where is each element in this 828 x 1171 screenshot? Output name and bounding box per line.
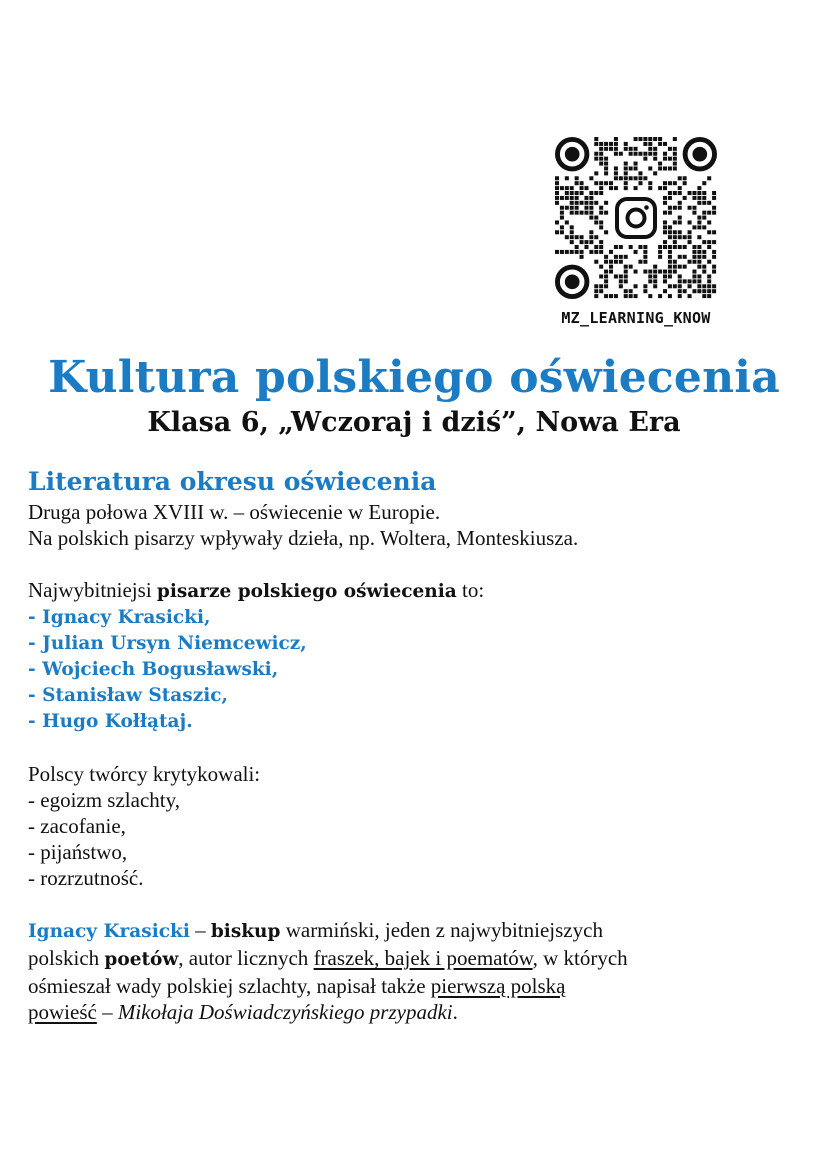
intro-line-2: Na polskich pisarzy wpływały dzieła, np. Woltera, Monteskiusza. [28, 526, 579, 550]
qr-finder-pattern [685, 139, 714, 168]
qr-code[interactable] [555, 137, 717, 299]
works-underlined: fraszek, bajek i poematów [313, 946, 533, 970]
krasicki-paragraph: Ignacy Krasicki – biskup warmiński, jeden z najwybitniejszych polskich poetów, autor licznych fraszek, bajek i poematów, w których ośmieszał wady polskiej szlachty, napisał także pierwszą polską powieść – Mikołaja Doświadczyńskiego przypadki. [28, 918, 628, 1024]
writers-intro: Najwybitniejsi pisarze polskiego oświecenia to: [28, 578, 485, 602]
list-item: - Hugo Kołłątaj. [28, 711, 193, 732]
list-item: - egoizm szlachty, [28, 788, 180, 812]
qr-finder-pattern [557, 139, 586, 168]
novel-underlined: pierwszą polską [430, 974, 566, 998]
qr-code-block [553, 137, 719, 327]
list-item: - pijaństwo, [28, 840, 128, 864]
list-item: - Stanisław Staszic, [28, 685, 228, 706]
document-body [28, 465, 808, 1025]
bishop-term: biskup [210, 921, 281, 942]
list-item: - Wojciech Bogusławski, [28, 659, 279, 680]
page-subtitle: Klasa 6, „Wczoraj i dziś”, Nowa Era [147, 407, 681, 438]
writers-intro-bold: pisarze polskiego oświecenia [156, 581, 457, 602]
qr-finder-pattern [557, 267, 586, 296]
krasicki-name: Ignacy Krasicki [28, 921, 190, 942]
page-title: Kultura polskiego oświecenia [48, 352, 780, 403]
novel-underlined-2: powieść [28, 1000, 97, 1024]
critique-list [28, 787, 808, 891]
book-title: Mikołaja Doświadczyńskiego przypadki [117, 1000, 453, 1024]
section-heading: Literatura okresu oświecenia [28, 467, 437, 496]
instagram-icon [612, 194, 660, 242]
critique-intro: Polscy twórcy krytykowali: [28, 762, 261, 786]
list-item: - Julian Ursyn Niemcewicz, [28, 633, 307, 654]
writers-list [28, 605, 808, 735]
list-item: - rozrzutność. [28, 866, 144, 890]
poets-term: poetów [104, 949, 179, 970]
list-item: - Ignacy Krasicki, [28, 607, 211, 628]
intro-line-1: Druga połowa XVIII w. – oświecenie w Europie. [28, 500, 441, 524]
qr-caption: MZ_LEARNING_KNOW [561, 309, 711, 327]
list-item: - zacofanie, [28, 814, 126, 838]
